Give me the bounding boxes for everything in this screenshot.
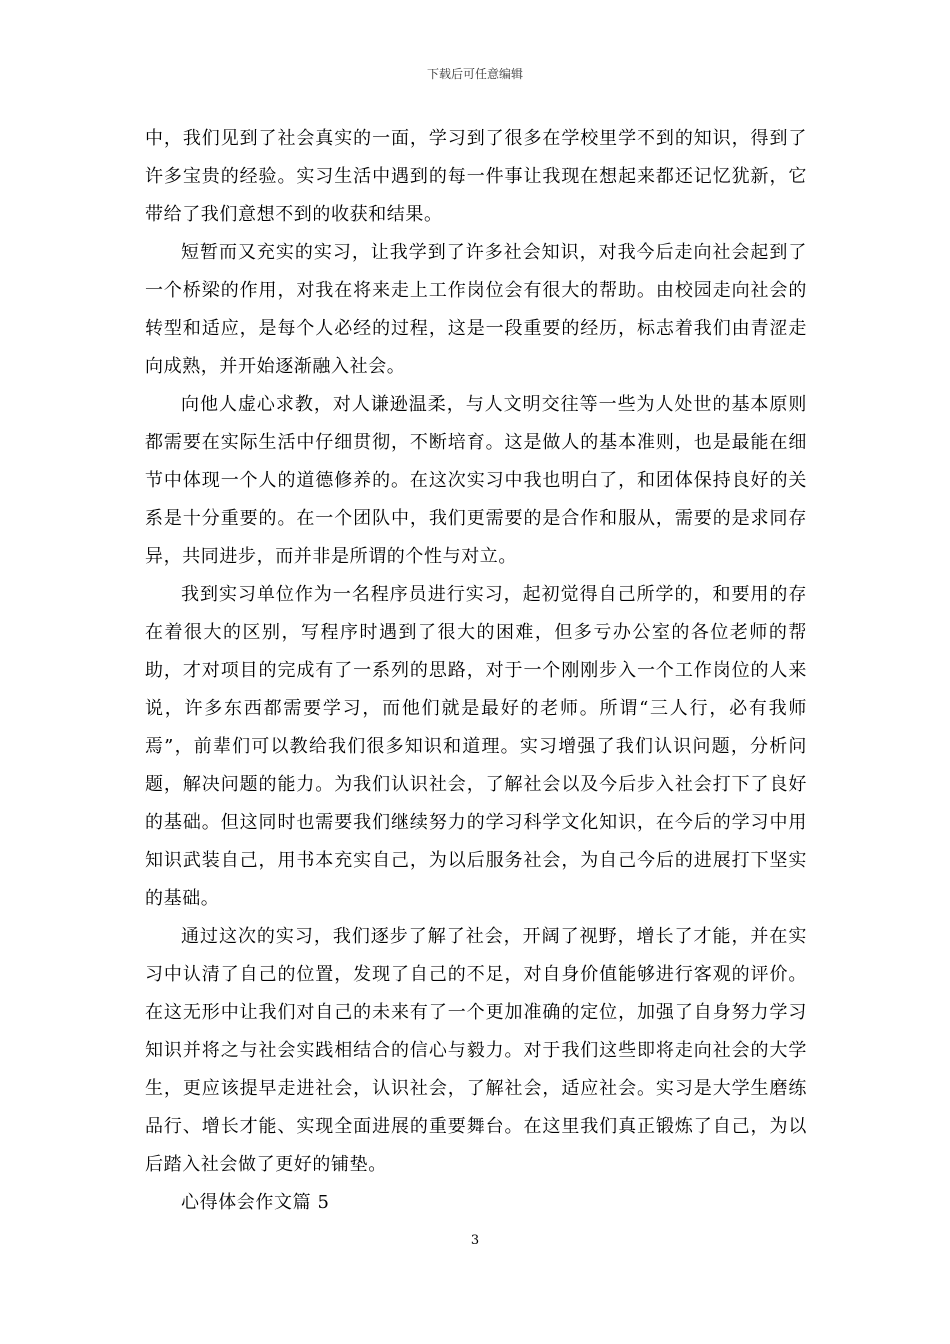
paragraph-5: 通过这次的实习，我们逐步了解了社会，开阔了视野，增长了才能，并在实习中认清了自己的位置，发现了自己的不足，对自身价值能够进行客观的评价。在这无形中让我们对自己的未来有了一个更加准确的定位，加强了自身努力学习知识并将之与社会实践相结合的信心与毅力。对于我们这些即将走向社会的大学生，更应该提早走进社会，认识社会，了解社会，适应社会。实习是大学生磨练品行、增长才能、实现全面进展的重要舞台。在这里我们真正锻炼了自己，为以后踏入社会做了更好的铺垫。 [145,926,807,1175]
page-number: 3 [470,1233,480,1248]
paragraph-1: 中，我们见到了社会真实的一面，学习到了很多在学校里学不到的知识，得到了许多宝贵的经验。实习生活中遇到的每一件事让我现在想起来都还记忆犹新，它带给了我们意想不到的收获和结果。 [145,128,807,225]
document-body [145,120,807,1222]
section-title: 心得体会作文篇 5 [181,1192,330,1213]
paragraph-2: 短暂而又充实的实习，让我学到了许多社会知识，对我今后走向社会起到了一个桥梁的作用，对我在将来走上工作岗位会有很大的帮助。由校园走向社会的转型和适应，是每个人必经的过程，这是一段重要的经历，标志着我们由青涩走向成熟，并开始逐渐融入社会。 [145,242,807,377]
paragraph-4: 我到实习单位作为一名程序员进行实习，起初觉得自己所学的，和要用的存在着很大的区别，写程序时遇到了很大的困难，但多亏办公室的各位老师的帮助，才对项目的完成有了一系列的思路，对于一个刚刚步入一个工作岗位的人来说，许多东西都需要学习，而他们就是最好的老师。所谓“三人行，必有我师焉”，前辈们可以教给我们很多知识和道理。实习增强了我们认识问题，分析问题，解决问题的能力。为我们认识社会，了解社会以及今后步入社会打下了良好的基础。但这同时也需要我们继续努力的学习科学文化知识，在今后的学习中用知识武装自己，用书本充实自己，为以后服务社会，为自己今后的进展打下坚实的基础。 [145,584,807,909]
paragraph-3: 向他人虚心求教，对人谦逊温柔，与人文明交往等一些为人处世的基本原则都需要在实际生活中仔细贯彻，不断培育。这是做人的基本准则，也是最能在细节中体现一个人的道德修养的。在这次实习中我也明白了，和团体保持良好的关系是十分重要的。在一个团队中，我们更需要的是合作和服从，需要的是求同存异，共同进步，而并非是所谓的个性与对立。 [145,394,807,567]
page-header: 下载后可任意编辑 [426,67,523,81]
